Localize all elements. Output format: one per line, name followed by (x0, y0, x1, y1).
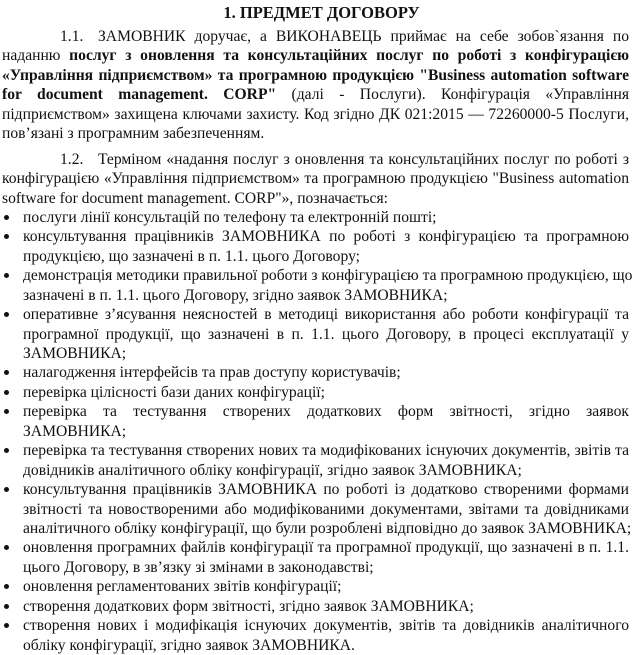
clause-text-bold: послуг з оновлення та консультаційних послуг по роботі з конфігурацією (69, 47, 629, 65)
bullet-icon (4, 234, 9, 239)
list-item-line: консультування працівників ЗАМОВНИКА по роботі з конфігурацією та програмною (23, 228, 629, 246)
clause-line (2, 46, 629, 65)
list-item (2, 383, 629, 402)
clause-text: конфігурацією «Управління підприємством» та програмною продукцією "Business automation (2, 170, 629, 188)
list-item-line: консультування працівників ЗАМОВНИКА по роботі із додатково створеними формами (23, 481, 629, 499)
list-item-line: перевірка та тестування створених додаткових форм звітності, згідно заявок (23, 403, 629, 421)
list-item-line: демонстрація методики правильної роботи з конфігурацією та програмною продукцією, що (23, 267, 633, 285)
list-item (2, 597, 629, 616)
clause-line (2, 150, 629, 169)
clause-line (2, 189, 629, 208)
clause-text-bold: for document management. CORP" (2, 86, 277, 104)
list-item-line: зазначені в п. 1.1. цього Договору, згідно заявок ЗАМОВНИКА; (23, 286, 448, 304)
list-item-line: налагодження інтерфейсів та прав доступу користувачів; (23, 364, 401, 382)
bullet-icon (4, 390, 9, 395)
list-item (2, 538, 629, 577)
list-item-line: послуги лінії консультацій по телефону та електронній пошті; (23, 208, 437, 226)
bullet-icon (4, 448, 9, 453)
clause-text: наданню (2, 47, 70, 65)
bullet-icon (4, 623, 9, 628)
list-item-line: звітності та новоствореними або модифікованими документами, звітами та довідниками (23, 500, 629, 518)
clause-number: 1.2. (60, 150, 84, 168)
section-title: 1. ПРЕДМЕТ ДОГОВОРУ (223, 3, 420, 22)
list-item-line: продукцією, що зазначені в п. 1.1. цього Договору; (23, 247, 360, 265)
clause-line (2, 105, 629, 124)
list-item (2, 266, 633, 305)
bullet-icon (4, 273, 9, 278)
bullet-icon (4, 604, 9, 609)
list-item-line: програмної продукції, що зазначені в п. 1.1. цього Договору, в процесі експлуатації у (23, 325, 629, 343)
list-item-line: створення додаткових форм звітності, згідно заявок ЗАМОВНИКА; (23, 597, 474, 615)
list-item-line: створення нових і модифікація існуючих документів, звітів та довідників аналітичного (23, 617, 629, 635)
list-item (2, 402, 629, 441)
list-item-line: перевірка та тестування створених нових та модифікованих існуючих документів, звітів та (23, 442, 629, 460)
list-item-line: ЗАМОВНИКА; (23, 345, 127, 362)
list-item (2, 616, 629, 655)
clause-line (2, 27, 629, 46)
clause-1-2 (2, 150, 633, 655)
clause-number: 1.1. (60, 28, 84, 45)
clause-text: пов’язані з програмним забезпеченням. (2, 125, 265, 143)
clause-line (2, 169, 629, 188)
clause-text: підприємством» захищена ключами захисту. Код згідно ДК 021:2015 — 72260000-5 Послуги, (2, 105, 629, 123)
list-item-line: ЗАМОВНИКА; (23, 422, 127, 440)
clause-text: Терміном «надання послуг з оновлення та консультаційних послуг по роботі з (98, 150, 629, 168)
list-item-line: перевірка цілісності бази даних конфігурації; (23, 383, 325, 401)
bullet-icon (4, 312, 9, 317)
bullet-icon (4, 409, 9, 414)
list-item (2, 305, 629, 363)
list-item-line: оперативне з’ясування неясностей в методиці використання або роботи конфігурації та (23, 306, 629, 324)
clause-1-1 (2, 27, 629, 144)
services-list (2, 208, 633, 655)
bullet-icon (4, 370, 9, 375)
list-item (2, 208, 629, 227)
bullet-icon (4, 487, 9, 492)
clause-text: ЗАМОВНИК доручає, а ВИКОНАВЕЦЬ приймає на себе зобов`язання по (98, 28, 629, 45)
clause-line (2, 124, 629, 143)
list-item-line: цього Договору, в зв’язку зі змінами в законодавстві; (23, 558, 374, 576)
clause-text-bold: «Управління підприємством» та програмною продукцією "Business automation software (2, 66, 629, 84)
list-item (2, 480, 632, 538)
clause-text: (далі - Послуги). Конфігурація «Управління (276, 86, 630, 104)
list-item (2, 441, 629, 480)
list-item (2, 577, 629, 596)
document-page (2, 3, 633, 655)
bullet-icon (4, 545, 9, 550)
clause-line (2, 85, 629, 104)
list-item-line: оновлення регламентованих звітів конфігурації; (23, 578, 342, 596)
list-item-line: обліку конфігурації, згідно заявок ЗАМОВНИКА. (23, 636, 355, 654)
bullet-icon (4, 584, 9, 589)
list-item (2, 227, 629, 266)
bullet-icon (4, 215, 9, 220)
clause-text: software for document management. CORP"», позначається: (2, 189, 388, 207)
list-item-line: довідників аналітичного обліку конфігурації, згідно заявок ЗАМОВНИКА; (23, 461, 522, 479)
list-item-line: аналітичного обліку конфігурації, що були розроблені відповідно до заявок ЗАМОВНИКА; (23, 519, 632, 537)
clause-line (2, 66, 629, 85)
list-item-line: оновлення програмних файлів конфігурації та програмної продукції, що зазначені в п. 1.1. (23, 539, 629, 557)
list-item (2, 363, 629, 382)
